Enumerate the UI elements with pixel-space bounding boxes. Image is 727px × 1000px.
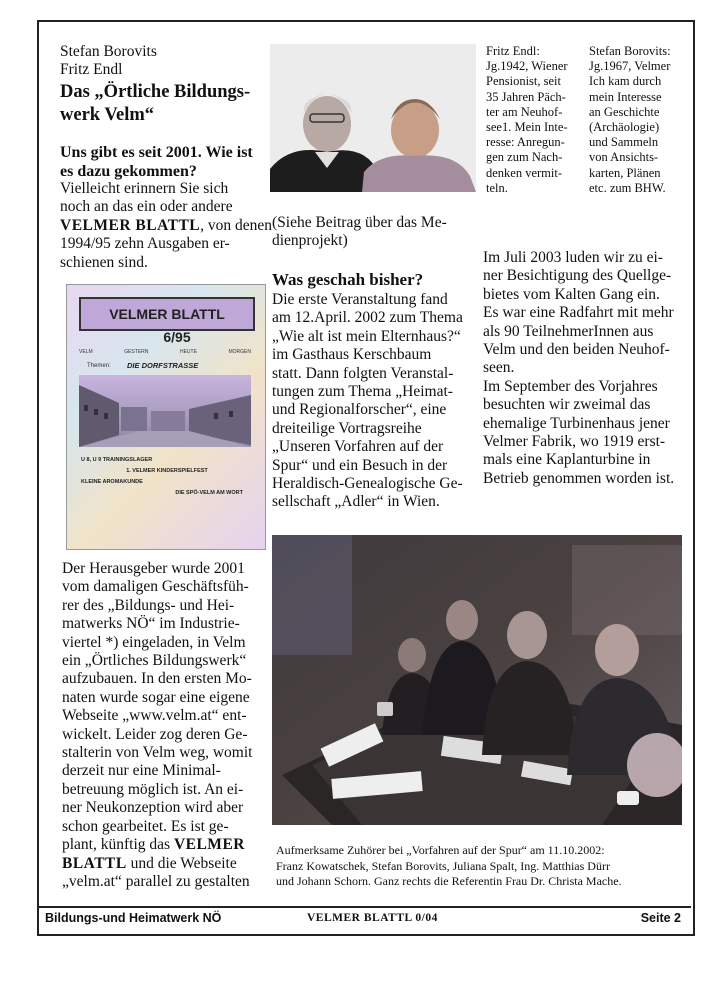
intro-paragraph bbox=[60, 180, 275, 272]
footer-page-number: Seite 2 bbox=[640, 911, 681, 925]
text-line: und Regionalforscher“, eine bbox=[272, 401, 447, 419]
cover-masthead: VELMER BLATTL bbox=[79, 297, 255, 331]
publisher-paragraph bbox=[62, 560, 272, 891]
text-line: Spur“ und ein Besuch in der bbox=[272, 456, 448, 474]
magazine-cover-image bbox=[66, 284, 266, 550]
meeting-photo bbox=[272, 535, 682, 825]
footer-magazine: VELMER BLATTL 0/04 bbox=[307, 912, 438, 924]
text-line: mals eine Kaplanturbine in bbox=[483, 451, 651, 469]
text-line: Velm und den beiden Neuhof- bbox=[483, 341, 670, 359]
text-line: Im Juli 2003 luden wir zu ei- bbox=[483, 249, 663, 266]
bio-line: Ich kam durch bbox=[589, 74, 662, 89]
brand-name: BLATTL bbox=[62, 854, 127, 872]
cover-theme-label: Themen: bbox=[87, 363, 111, 369]
text-line: ehemalige Turbinenhaus jener bbox=[483, 414, 670, 432]
text-line: (Siehe Beitrag über das Me- bbox=[272, 214, 447, 231]
text-line: im Gasthaus Kerschbaum bbox=[272, 346, 432, 364]
cover-theme: DIE DORFSTRASSE bbox=[127, 361, 199, 370]
text-line: ner Besichtigung des Quellge- bbox=[483, 267, 672, 285]
text-line: Im September des Vorjahres bbox=[483, 377, 658, 395]
text-line: „Unseren Vorfahren auf der bbox=[272, 438, 444, 456]
see-also-note bbox=[272, 214, 482, 251]
history-heading: Was geschah bisher? bbox=[272, 270, 424, 289]
text-line: ner Neukonzeption wird aber bbox=[62, 799, 244, 817]
bio-line: 35 Jahren Päch- bbox=[486, 89, 566, 104]
text-fragment: und die Webseite bbox=[126, 854, 237, 872]
bio-line: Fritz Endl: bbox=[486, 44, 540, 58]
page-footer bbox=[37, 906, 691, 934]
bio-fritz-endl bbox=[486, 44, 586, 196]
text-line: bietes vom Kalten Gang ein. bbox=[483, 285, 660, 303]
bio-line: und Sammeln bbox=[589, 135, 659, 150]
bio-line: denken vermit- bbox=[486, 165, 563, 180]
text-line: dienprojekt) bbox=[272, 232, 348, 250]
text-line: Der Herausgeber wurde 2001 bbox=[62, 560, 245, 577]
bio-line: von Ansichts- bbox=[589, 150, 659, 165]
text-line: „Wie alt ist mein Elternhaus?“ bbox=[272, 327, 461, 345]
bio-line: Pensionist, seit bbox=[486, 74, 562, 89]
question-line: es dazu gekommen? bbox=[60, 163, 197, 180]
caption-line: und Johann Schorn. Ganz rechts die Referentin Frau Dr. Christa Mache. bbox=[276, 874, 622, 889]
authors bbox=[60, 43, 260, 80]
bio-line: resse: Anregun- bbox=[486, 135, 565, 150]
cover-item: U 8, U 9 TRAININGSLAGER bbox=[81, 457, 153, 463]
text-line: besuchten wir zweimal das bbox=[483, 396, 651, 414]
text-line: tungen zum Thema „Heimat- bbox=[272, 383, 453, 401]
brand-name: VELMER bbox=[173, 836, 245, 854]
caption-line: Aufmerksame Zuhörer bei „Vorfahren auf der Spur“ am 11.10.2002: bbox=[276, 843, 605, 857]
text-line: naten wurde sogar eine eigene bbox=[62, 688, 250, 706]
text-fragment: , von denen bbox=[200, 216, 273, 234]
text-line: Es war eine Radfahrt mit mehr bbox=[483, 304, 674, 322]
text-line: Die erste Veranstaltung fand bbox=[272, 291, 448, 308]
footer-publisher: Bildungs-und Heimatwerk NÖ bbox=[45, 911, 222, 925]
title-line: Das „Örtliche Bildungs- bbox=[60, 82, 251, 102]
cover-item: DIE SPÖ-VELM AM WORT bbox=[175, 490, 243, 496]
text-line: seen. bbox=[483, 359, 515, 377]
text-fragment: plant, künftig das bbox=[62, 836, 171, 854]
portrait-photo bbox=[270, 44, 476, 192]
question-heading bbox=[60, 143, 275, 181]
cover-nav-item: GESTERN bbox=[124, 349, 149, 355]
portrait-illustration bbox=[270, 44, 476, 192]
photo-caption bbox=[276, 843, 696, 890]
history-paragraph bbox=[272, 291, 484, 512]
text-line: rer des „Bildungs- und Hei- bbox=[62, 596, 235, 614]
text-line: „velm.at“ parallel zu gestalten bbox=[62, 872, 250, 890]
text-line: dreiteilige Vortragsreihe bbox=[272, 419, 422, 437]
bio-line: Stefan Borovits: bbox=[589, 44, 671, 58]
text-line: Betrieb genommen worden ist. bbox=[483, 469, 675, 487]
author-line: Fritz Endl bbox=[60, 61, 123, 79]
text-line: schon gearbeitet. Es ist ge- bbox=[62, 817, 229, 835]
text-line: wickelt. Leider zog deren Ge- bbox=[62, 725, 248, 743]
caption-line: Franz Kowatschek, Stefan Borovits, Juliana Spalt, Ing. Matthias Dürr bbox=[276, 858, 610, 873]
text-line: 1994/95 zehn Ausgaben er- bbox=[60, 235, 230, 253]
bio-line: etc. zum BHW. bbox=[589, 180, 666, 195]
text-line: noch an das ein oder andere bbox=[60, 198, 233, 216]
bio-line: an Geschichte bbox=[589, 104, 660, 119]
text-line: vom damaligen Geschäftsfüh- bbox=[62, 578, 249, 596]
cover-nav bbox=[79, 349, 251, 355]
title-line: werk Velm“ bbox=[60, 105, 155, 125]
cover-nav-item: VELM bbox=[79, 349, 93, 355]
text-line: am 12.April. 2002 zum Thema bbox=[272, 309, 463, 327]
text-line: viertel *) eingeladen, in Velm bbox=[62, 633, 246, 651]
cover-items bbox=[81, 455, 253, 499]
text-line: Vielleicht erinnern Sie sich bbox=[60, 180, 229, 197]
bio-line: teln. bbox=[486, 180, 508, 195]
cover-street-photo bbox=[79, 375, 251, 447]
bio-line: karten, Plänen bbox=[589, 165, 661, 180]
text-line bbox=[62, 855, 272, 873]
text-line: matwerks NÖ“ im Industrie- bbox=[62, 615, 240, 633]
cover-nav-item: MORGEN bbox=[228, 349, 251, 355]
question-line: Uns gibt es seit 2001. Wie ist bbox=[60, 144, 253, 161]
cover-item: 1. VELMER KINDERSPIELFEST bbox=[126, 468, 208, 474]
text-line bbox=[60, 217, 275, 235]
cover-item: KLEINE AROMAKUNDE bbox=[81, 479, 143, 485]
bio-line: see1. Mein Inte- bbox=[486, 120, 568, 135]
text-line: aufzubauen. In den ersten Mo- bbox=[62, 670, 252, 688]
text-line: betreuung möglich ist. An ei- bbox=[62, 780, 244, 798]
bio-line: (Archäologie) bbox=[589, 120, 660, 135]
brand-name: VELMER BLATTL bbox=[60, 216, 201, 234]
text-line: Webseite „www.velm.at“ ent- bbox=[62, 707, 247, 725]
text-line: ein „Örtliches Bildungswerk“ bbox=[62, 652, 247, 670]
bio-line: gen zum Nach- bbox=[486, 150, 563, 165]
text-line: statt. Dann folgten Veranstal- bbox=[272, 364, 454, 382]
text-line: als 90 TeilnehmerInnen aus bbox=[483, 322, 654, 340]
text-line bbox=[62, 836, 272, 854]
bio-line: Jg.1942, Wiener bbox=[486, 59, 568, 74]
text-line: sellschaft „Adler“ in Wien. bbox=[272, 493, 440, 511]
bio-stefan-borovits bbox=[589, 44, 689, 196]
meeting-illustration bbox=[272, 535, 682, 825]
bio-line: Jg.1967, Velmer bbox=[589, 59, 671, 74]
text-line: Heraldisch-Genealogische Ge- bbox=[272, 475, 463, 493]
bio-line: mein Interesse bbox=[589, 89, 662, 104]
text-line: derzeit nur eine Minimal- bbox=[62, 762, 221, 780]
cover-issue: 6/95 bbox=[163, 329, 191, 345]
author-line: Stefan Borovits bbox=[60, 43, 157, 60]
text-line: schienen sind. bbox=[60, 253, 148, 271]
text-line: Velmer Fabrik, wo 1919 erst- bbox=[483, 433, 666, 451]
cover-nav-item: HEUTE bbox=[179, 349, 197, 355]
bio-line: ter am Neuhof- bbox=[486, 104, 563, 119]
text-line: stalterin von Velm weg, womit bbox=[62, 744, 253, 762]
article-title bbox=[60, 81, 270, 127]
events-paragraph bbox=[483, 249, 688, 488]
